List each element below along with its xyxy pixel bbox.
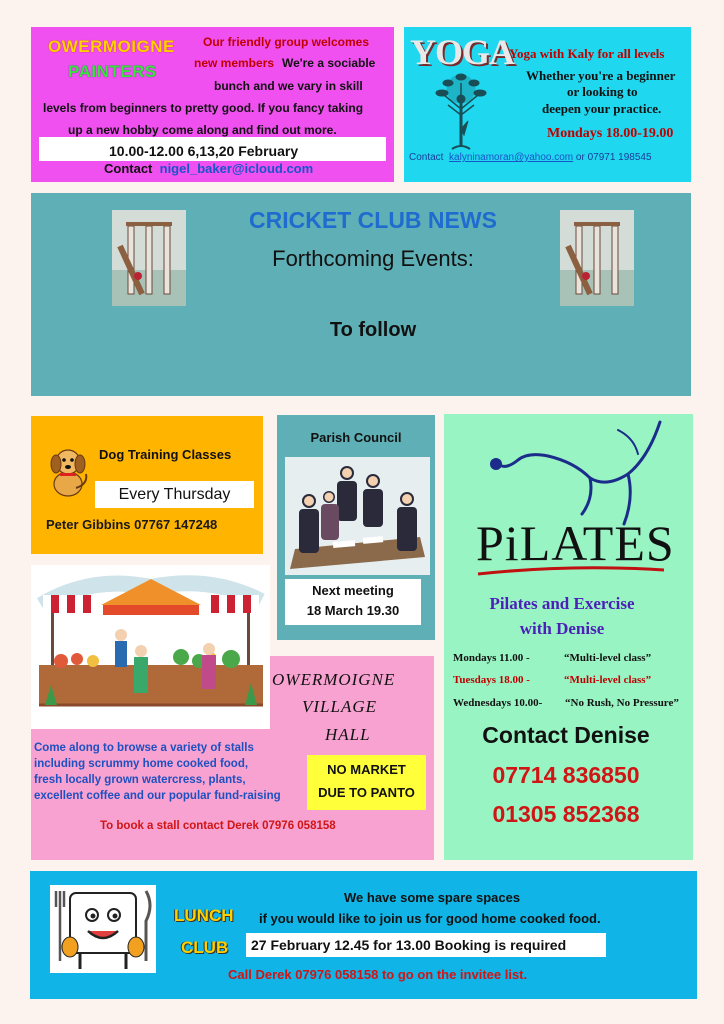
painters-contact — [104, 161, 313, 176]
pilates-class-day-2: Wednesdays 10.00- — [453, 697, 543, 709]
painters-title-line1: OWERMOIGNE — [48, 37, 175, 56]
dog-contact: Peter Gibbins 07767 147248 — [46, 517, 218, 532]
market-venue-line2: VILLAGE — [302, 697, 377, 716]
market-body-line-2: including scrummy home cooked food, — [34, 758, 249, 770]
market-venue-line3: HALL — [325, 725, 371, 744]
market-venue-line1: OWERMOIGNE — [272, 670, 396, 689]
painters-line-3: We're a sociable — [282, 56, 376, 70]
painters-line-1: Our friendly group welcomes — [203, 35, 370, 49]
painters-line-4: bunch and we vary in skill — [214, 79, 363, 93]
pilates-class-day-1: Tuesdays 18.00 - — [453, 674, 530, 686]
painters-line-2: new members — [194, 56, 275, 70]
painters-schedule: 10.00-12.00 6,13,20 February — [109, 143, 299, 159]
yoga-line-3: deepen your practice. — [542, 101, 662, 116]
pilates-headline-line2: with Denise — [519, 619, 605, 638]
parish-meeting-line2: 18 March 19.30 — [306, 603, 400, 618]
pilates-phone-2: 01305 852368 — [492, 801, 640, 827]
pilates-swoosh-icon — [476, 564, 666, 578]
market-stall-illustration — [31, 565, 270, 729]
yoga-contact-label: Contact — [409, 152, 444, 163]
dog-schedule: Every Thursday — [118, 486, 231, 503]
pilates-contact-title: Contact Denise — [482, 722, 650, 748]
yoga-logo: YOGA — [410, 32, 514, 72]
lunch-line-2: if you would like to join us for good home cooked food. — [259, 911, 601, 926]
yoga-tree-icon — [426, 69, 496, 151]
cricket-subtitle: Forthcoming Events: — [272, 246, 474, 271]
painters-panel — [31, 27, 394, 182]
pilates-class-desc-1: “Multi-level class” — [564, 674, 652, 686]
cricket-body: To follow — [329, 319, 417, 341]
yoga-contact — [409, 152, 652, 163]
painters-title-line2: PAINTERS — [68, 62, 157, 81]
yoga-schedule: Mondays 18.00-19.00 — [547, 126, 674, 141]
market-venue-panel — [270, 656, 434, 729]
yoga-headline: Yoga with Kaly for all levels — [509, 46, 665, 61]
lunch-panel — [30, 871, 697, 999]
yoga-contact-phone: or 07971 198545 — [575, 152, 652, 163]
pilates-panel — [444, 414, 693, 860]
market-body-line-4: excellent coffee and our popular fund-raising — [34, 790, 281, 802]
pilates-headline-line1: Pilates and Exercise — [489, 594, 635, 613]
cricket-title: CRICKET CLUB NEWS — [249, 207, 497, 233]
market-body-line-3: fresh locally grown watercress, plants, — [34, 774, 246, 786]
pilates-logo: PiLATES — [476, 515, 675, 571]
yoga-line-1: Whether you're a beginner — [526, 68, 676, 83]
lunch-details: 27 February 12.45 for 13.00 Booking is required — [251, 937, 567, 953]
market-body-line-1: Come along to browse a variety of stalls — [34, 742, 254, 754]
pilates-class-desc-0: “Multi-level class” — [564, 652, 652, 664]
dog-panel — [31, 416, 263, 554]
painters-contact-label: Contact — [104, 161, 153, 176]
pilates-class-desc-2: “No Rush, No Pressure” — [565, 697, 679, 709]
market-notice-line1: NO MARKET — [327, 762, 406, 777]
lunch-call: Call Derek 07976 058158 to go on the invitee list. — [228, 967, 528, 982]
parish-panel — [277, 415, 435, 640]
parish-title: Parish Council — [310, 430, 402, 445]
pilates-class-day-0: Mondays 11.00 - — [453, 652, 530, 664]
cricket-panel — [31, 193, 691, 396]
pilates-phone-1: 07714 836850 — [492, 762, 640, 788]
yoga-contact-email[interactable]: kalyninamoran@yahoo.com — [449, 152, 574, 163]
lunch-label-line2: CLUB — [181, 938, 229, 957]
meeting-illustration — [285, 457, 430, 575]
painters-line-5: levels from beginners to pretty good. If you fancy taking — [43, 101, 364, 115]
dog-title: Dog Training Classes — [99, 447, 232, 462]
market-notice-line2: DUE TO PANTO — [318, 785, 415, 800]
yoga-line-2: or looking to — [567, 84, 638, 99]
lunch-line-1: We have some spare spaces — [344, 890, 521, 905]
parish-meeting-line1: Next meeting — [312, 583, 394, 598]
lunch-plate-icon — [50, 885, 156, 973]
lunch-label-line1: LUNCH — [174, 906, 234, 925]
yoga-panel — [404, 27, 691, 182]
painters-line-6: up a new hobby come along and find out more. — [68, 123, 337, 137]
market-booking: To book a stall contact Derek 07976 058158 — [100, 820, 336, 832]
market-illustration-panel — [31, 565, 270, 729]
painters-contact-email[interactable]: nigel_baker@icloud.com — [159, 161, 314, 176]
dog-icon — [46, 444, 92, 500]
